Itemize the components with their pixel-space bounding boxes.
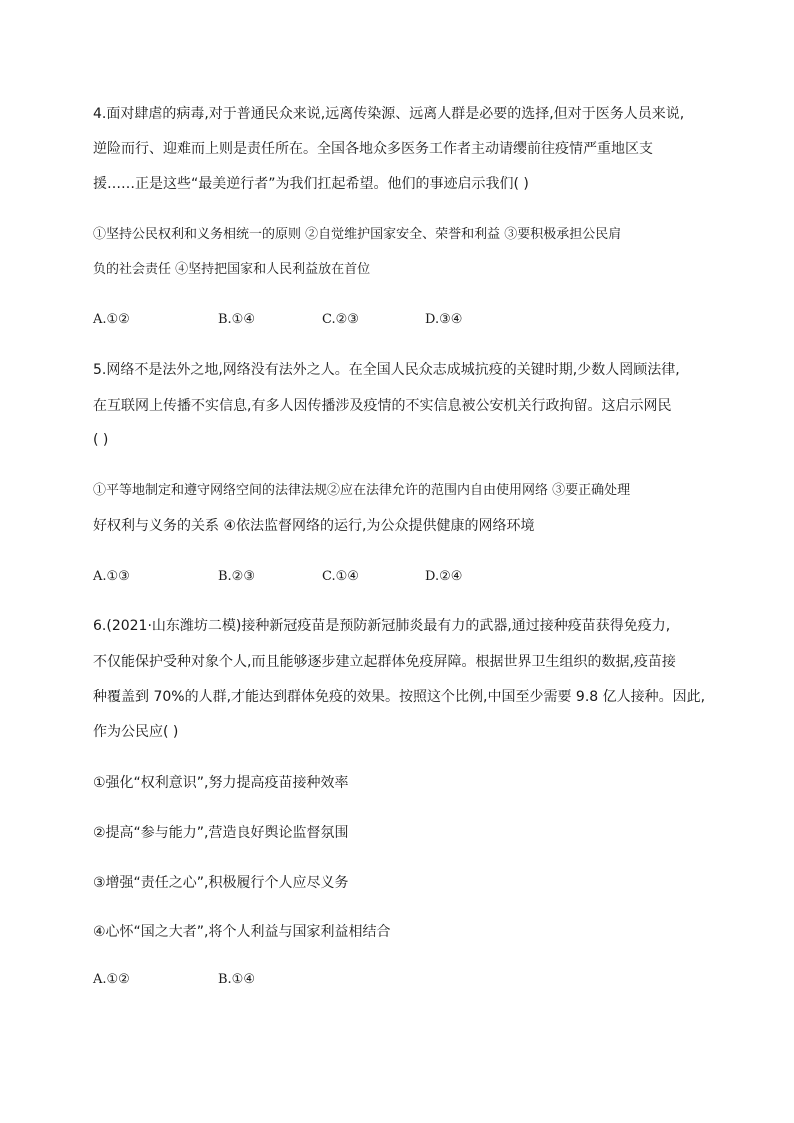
question-6-stem-line-4: 作为公民应( ) [93, 724, 179, 740]
question-5-choice-d[interactable]: D.②④ [425, 569, 463, 584]
question-6-stem-line-1: 6.(2021·山东潍坊二模)接种新冠疫苗是预防新冠肺炎最有力的武器,通过接种疫苗获得免疫力, [93, 618, 671, 634]
question-6-choice-b[interactable]: B.①④ [218, 972, 255, 987]
question-5-choice-b[interactable]: B.②③ [218, 569, 255, 584]
question-6-option-1: ①强化“权利意识”,努力提高疫苗接种效率 [93, 775, 349, 791]
question-5-stem-line-3: ( ) [93, 432, 109, 448]
question-6-option-4: ④心怀“国之大者”,将个人利益与国家利益相结合 [93, 924, 391, 940]
question-5-stem-line-2: 在互联网上传播不实信息,有多人因传播涉及疫情的不实信息被公安机关行政拘留。这启示网民 [93, 398, 672, 414]
question-5-choice-a[interactable]: A.①③ [93, 569, 130, 584]
question-4-options-line-2: 负的社会责任 ④坚持把国家和人民利益放在首位 [93, 262, 371, 277]
question-6-option-2: ②提高“参与能力”,营造良好舆论监督氛围 [93, 825, 349, 841]
question-5-stem-line-1: 5.网络不是法外之地,网络没有法外之人。在全国人民众志成城抗疫的关键时期,少数人罔顾法律, [93, 362, 680, 378]
question-6-option-3: ③增强“责任之心”,积极履行个人应尽义务 [93, 875, 349, 891]
question-6-stem-line-2: 不仅能保护受种对象个人,而且能够逐步建立起群体免疫屏障。根据世界卫生组织的数据,疫苗接 [93, 654, 676, 670]
question-4-choice-c[interactable]: C.②③ [322, 312, 359, 327]
question-4-stem-line-2: 逆险而行、迎难而上则是责任所在。全国各地众多医务工作者主动请缨前往疫情严重地区支 [93, 141, 653, 157]
question-4-stem-line-3: 援……正是这些“最美逆行者”为我们扛起希望。他们的事迹启示我们( ) [93, 176, 529, 192]
question-4-choice-b[interactable]: B.①④ [218, 312, 255, 327]
question-4-stem-line-1: 4.面对肆虐的病毒,对于普通民众来说,远离传染源、远离人群是必要的选择,但对于医务人员来说, [93, 106, 685, 122]
question-5-choice-c[interactable]: C.①④ [322, 569, 359, 584]
question-4-options-line-1: ①坚持公民权利和义务相统一的原则 ②自觉维护国家安全、荣誉和利益 ③要积极承担公民肩 [93, 227, 622, 242]
question-4-choice-d[interactable]: D.③④ [425, 312, 463, 327]
question-6-choice-a[interactable]: A.①② [93, 972, 130, 987]
question-6-stem-line-3: 种覆盖到 70%的人群,才能达到群体免疫的效果。按照这个比例,中国至少需要 9.8 亿人接种。因此, [93, 689, 706, 705]
question-5-options-line-1: ①平等地制定和遵守网络空间的法律法规②应在法律允许的范围内自由使用网络 ③要正确处理 [93, 483, 631, 498]
question-5-options-line-2: 好权利与义务的关系 ④依法监督网络的运行,为公众提供健康的网络环境 [93, 518, 535, 534]
question-4-choice-a[interactable]: A.①② [93, 312, 130, 327]
